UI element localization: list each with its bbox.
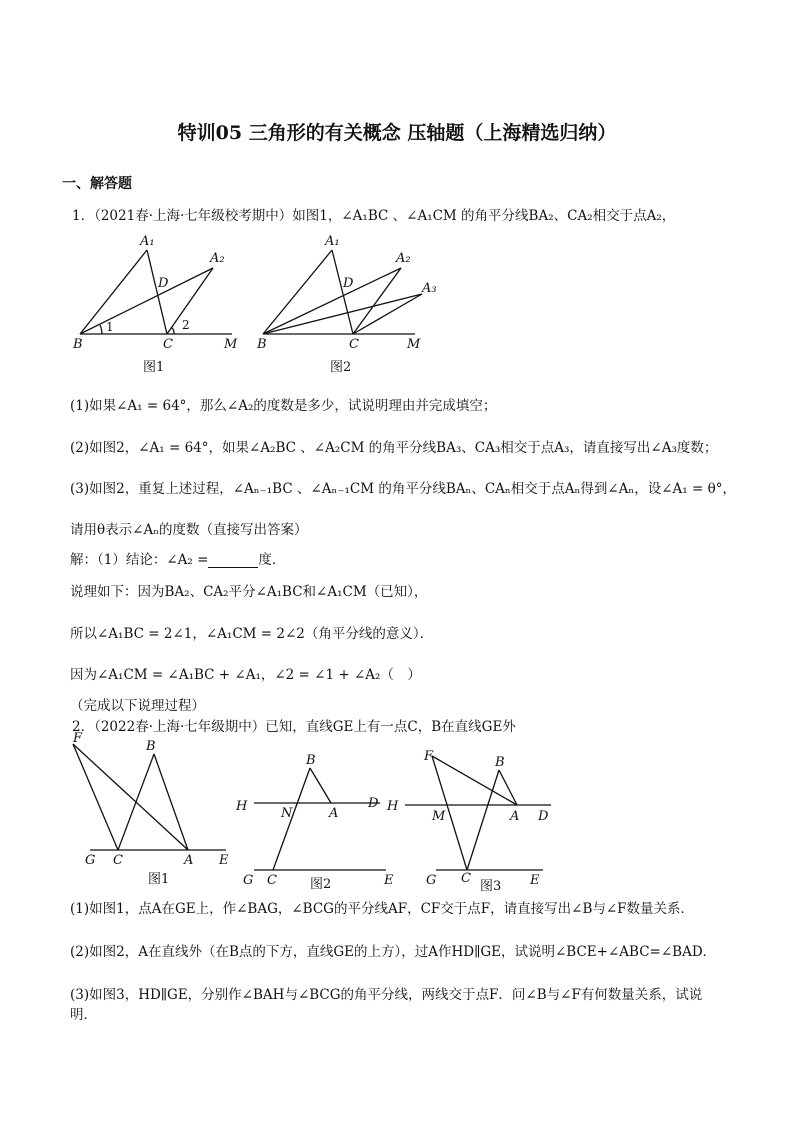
p2-fig1-label-b: B bbox=[146, 739, 156, 754]
p2-fig3-caption: 图3 bbox=[480, 879, 502, 894]
p2-fig1-label-e: E bbox=[219, 853, 229, 868]
p2-fig3-label-m: M bbox=[432, 809, 446, 824]
problem1-q1: (1)如果∠A₁ = 64°，那么∠A₂的度数是多少，试说明理由并完成填空； bbox=[70, 398, 497, 414]
fig1-label-a2: A₂ bbox=[210, 251, 225, 266]
fig1-angle2-label: 2 bbox=[182, 318, 190, 332]
p2-fig2-label-a: A bbox=[329, 806, 339, 821]
problem1-reason3: 因为∠A₁CM = ∠A₁BC + ∠A₁，∠2 = ∠1 + ∠A₂（ ） bbox=[70, 667, 421, 683]
fig2-line-ba3 bbox=[263, 294, 422, 334]
fig1-line-ba2 bbox=[80, 268, 213, 334]
page-title: 特训05 三角形的有关概念 压轴题（上海精选归纳） bbox=[177, 122, 617, 144]
p2-fig2-label-g: G bbox=[243, 873, 254, 888]
problem1-q2: (2)如图2，∠A₁ = 64°，如果∠A₂BC 、∠A₂CM 的角平分线BA₃、CA₃相交于点A₃，请直接写出∠A₃度数； bbox=[70, 440, 718, 456]
fig1-label-a1: A₁ bbox=[140, 234, 155, 249]
fig1-label-c: C bbox=[163, 337, 173, 352]
fig1-line-ca2 bbox=[167, 268, 213, 334]
p2-fig2-caption: 图2 bbox=[310, 877, 332, 892]
fig2-label-d: D bbox=[343, 276, 354, 291]
fig2-label-b: B bbox=[257, 337, 267, 352]
p2-fig3-label-a: A bbox=[510, 809, 520, 824]
problem2-q2: (2)如图2，A在直线外（在B点的下方，直线GE的上方），过A作HD∥GE，试说明∠BCE+∠ABC=∠BAD． bbox=[70, 944, 717, 960]
p2-fig3-label-h: H bbox=[387, 799, 399, 814]
p2-fig1-line-cb bbox=[118, 754, 154, 850]
problem2-stem: 2．（2022春·上海·七年级期中）已知，直线GE上有一点C，B在直线GE外 bbox=[72, 719, 516, 735]
fig2-line-ca3 bbox=[353, 294, 422, 334]
problem2-q1: (1)如图1，点A在GE上，作∠BAG，∠BCG的平分线AF，CF交于点F，请直接写出∠B与∠F数量关系． bbox=[70, 901, 695, 917]
fig2-label-a1: A₁ bbox=[325, 234, 340, 249]
p2-fig1-line-ba bbox=[154, 754, 188, 850]
problem1-answer bbox=[70, 548, 285, 568]
section-heading: 一、解答题 bbox=[62, 176, 132, 192]
fig2-caption: 图2 bbox=[330, 360, 352, 375]
p2-fig1-label-f: F bbox=[73, 731, 83, 746]
p2-fig3-label-c: C bbox=[461, 871, 471, 886]
p2-fig2-label-d: D bbox=[368, 796, 379, 811]
p2-fig2-line-ba bbox=[310, 768, 331, 803]
p2-fig2-label-b: B bbox=[306, 753, 316, 768]
fig2-label-m: M bbox=[407, 337, 421, 352]
fig1-label-d: D bbox=[158, 276, 169, 291]
p2-fig3-label-d: D bbox=[538, 809, 549, 824]
p2-fig1-caption: 图1 bbox=[148, 872, 170, 887]
problem2-q3: (3)如图3，HD∥GE，分别作∠BAH与∠BCG的角平分线，两线交于点F．问∠B与∠F有何数量关系，试说明． bbox=[70, 987, 703, 1023]
fig1-angle2-arc bbox=[171, 327, 174, 334]
answer-blank bbox=[208, 555, 258, 568]
problem1-reason4: （完成以下说理过程） bbox=[70, 698, 205, 714]
p2-fig3-label-e: E bbox=[530, 873, 540, 888]
p2-fig2-label-e: E bbox=[384, 873, 394, 888]
problem1-q3: (3)如图2，重复上述过程，∠Aₙ₋₁BC 、∠Aₙ₋₁CM 的角平分线BAₙ、CAₙ相交于点Aₙ得到∠Aₙ，设∠A₁ = θ°， bbox=[70, 481, 736, 497]
fig1-angle1-arc bbox=[100, 325, 102, 334]
p2-fig2-label-c: C bbox=[267, 873, 277, 888]
p2-fig1-label-c: C bbox=[113, 853, 123, 868]
problem1-reason1: 说理如下：因为BA₂、CA₂平分∠A₁BC和∠A₁CM（已知）， bbox=[70, 584, 428, 600]
p2-fig1-line-fa bbox=[73, 744, 188, 850]
problem1-stem: 1．（2021春·上海·七年级校考期中）如图1，∠A₁BC 、∠A₁CM 的角平分线BA₂、CA₂相交于点A₂， bbox=[72, 208, 676, 224]
p2-fig3-label-f: F bbox=[424, 749, 434, 764]
p2-fig3-label-b: B bbox=[495, 755, 505, 770]
fig2-line-ba1 bbox=[263, 250, 332, 334]
p2-fig2-label-n: N bbox=[281, 806, 293, 821]
p2-fig1-label-g: G bbox=[85, 853, 96, 868]
fig1-label-b: B bbox=[73, 337, 83, 352]
fig1-angle1-label: 1 bbox=[106, 320, 114, 334]
fig1-caption: 图1 bbox=[143, 360, 165, 375]
problem1-figures bbox=[70, 232, 470, 380]
answer-prefix: 解：（1）结论：∠A₂ = bbox=[70, 552, 209, 568]
fig2-label-a2: A₂ bbox=[396, 251, 411, 266]
problem1-reason2: 所以∠A₁BC = 2∠1，∠A₁CM = 2∠2（角平分线的意义）． bbox=[70, 626, 434, 642]
fig1-label-m: M bbox=[224, 337, 238, 352]
fig2-label-c: C bbox=[349, 337, 359, 352]
p2-fig2-label-h: H bbox=[236, 799, 248, 814]
p2-fig3-label-g: G bbox=[426, 873, 437, 888]
p2-fig1-line-fc bbox=[73, 744, 118, 850]
fig2-line-ba2 bbox=[263, 268, 401, 334]
problem2-figures bbox=[68, 730, 568, 900]
p2-fig1-label-a: A bbox=[184, 853, 194, 868]
problem1-q3-continued: 请用θ表示∠Aₙ的度数（直接写出答案） bbox=[70, 522, 308, 538]
answer-suffix: 度． bbox=[258, 552, 286, 568]
fig2-label-a3: A₃ bbox=[422, 281, 437, 296]
